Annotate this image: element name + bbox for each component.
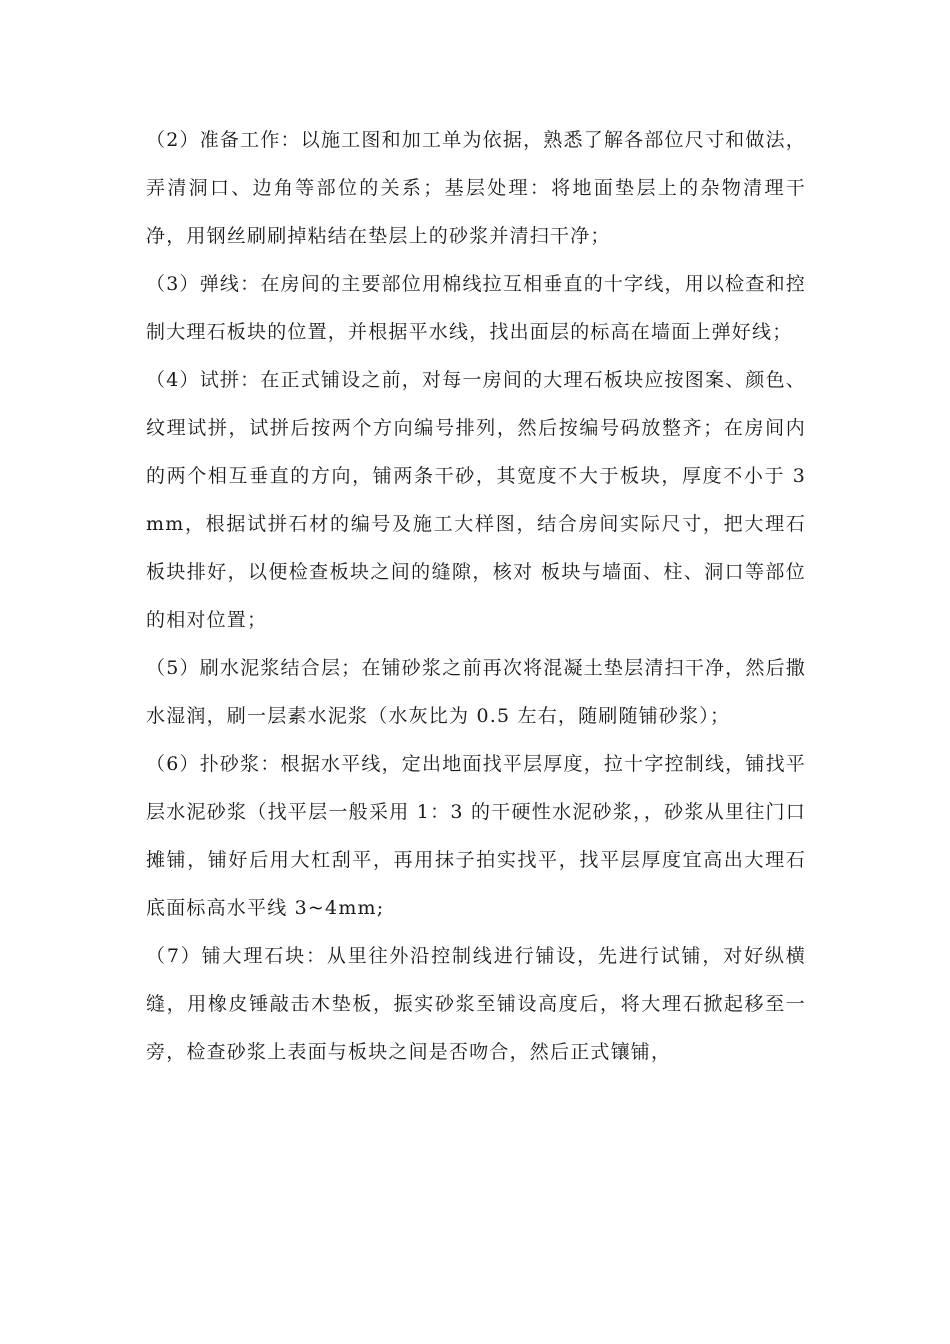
paragraph-snap-line: （3）弹线：在房间的主要部位用棉线拉互相垂直的十字线，用以检查和控制大理石板块的位置，并根据平水线，找出面层的标高在墙面上弹好线； [146, 273, 806, 343]
paragraph-mortar-bed: （6）扑砂浆：根据水平线，定出地面找平层厚度，拉十字控制线，铺找平层水泥砂浆（找平层一般采用 1：3 的干硬性水泥砂浆，，砂浆从里往门口摊铺，铺好后用大杠刮平，再用抹子拍实找平，找平层厚度宜高出大理石底面标高水平线 3~4mm; [146, 753, 806, 919]
document-body [146, 116, 806, 1076]
paragraph-marble-laying: （7）铺大理石块：从里往外沿控制线进行铺设，先进行试铺，对好纵横缝，用橡皮锤敲击木垫板，振实砂浆至铺设高度后，将大理石掀起移至一旁，检查砂浆上表面与板块之间是否吻合，然后正式镶铺， [146, 945, 806, 1063]
paragraph-cement-slurry: （5）刷水泥浆结合层；在铺砂浆之前再次将混凝土垫层清扫干净，然后撒水湿润，刷一层素水泥浆（水灰比为 0.5 左右，随刷随铺砂浆）； [146, 657, 806, 727]
paragraph-preparation: （2）准备工作：以施工图和加工单为依据，熟悉了解各部位尺寸和做法，弄清洞口、边角等部位的关系；基层处理：将地面垫层上的杂物清理干净，用钢丝刷刷掉粘结在垫层上的砂浆并清扫干净； [146, 129, 806, 247]
paragraph-trial-layout: （4）试拼：在正式铺设之前，对每一房间的大理石板块应按图案、颜色、纹理试拼，试拼后按两个方向编号排列，然后按编号码放整齐；在房间内的两个相互垂直的方向，铺两条干砂，其宽度不大于板块，厚度不小于 3mm，根据试拼石材的编号及施工大样图，结合房间实际尺寸，把大理石板块排好，以便检查板块之间的缝隙，核对 板块与墙面、柱、洞口等部位的相对位置； [146, 369, 806, 631]
